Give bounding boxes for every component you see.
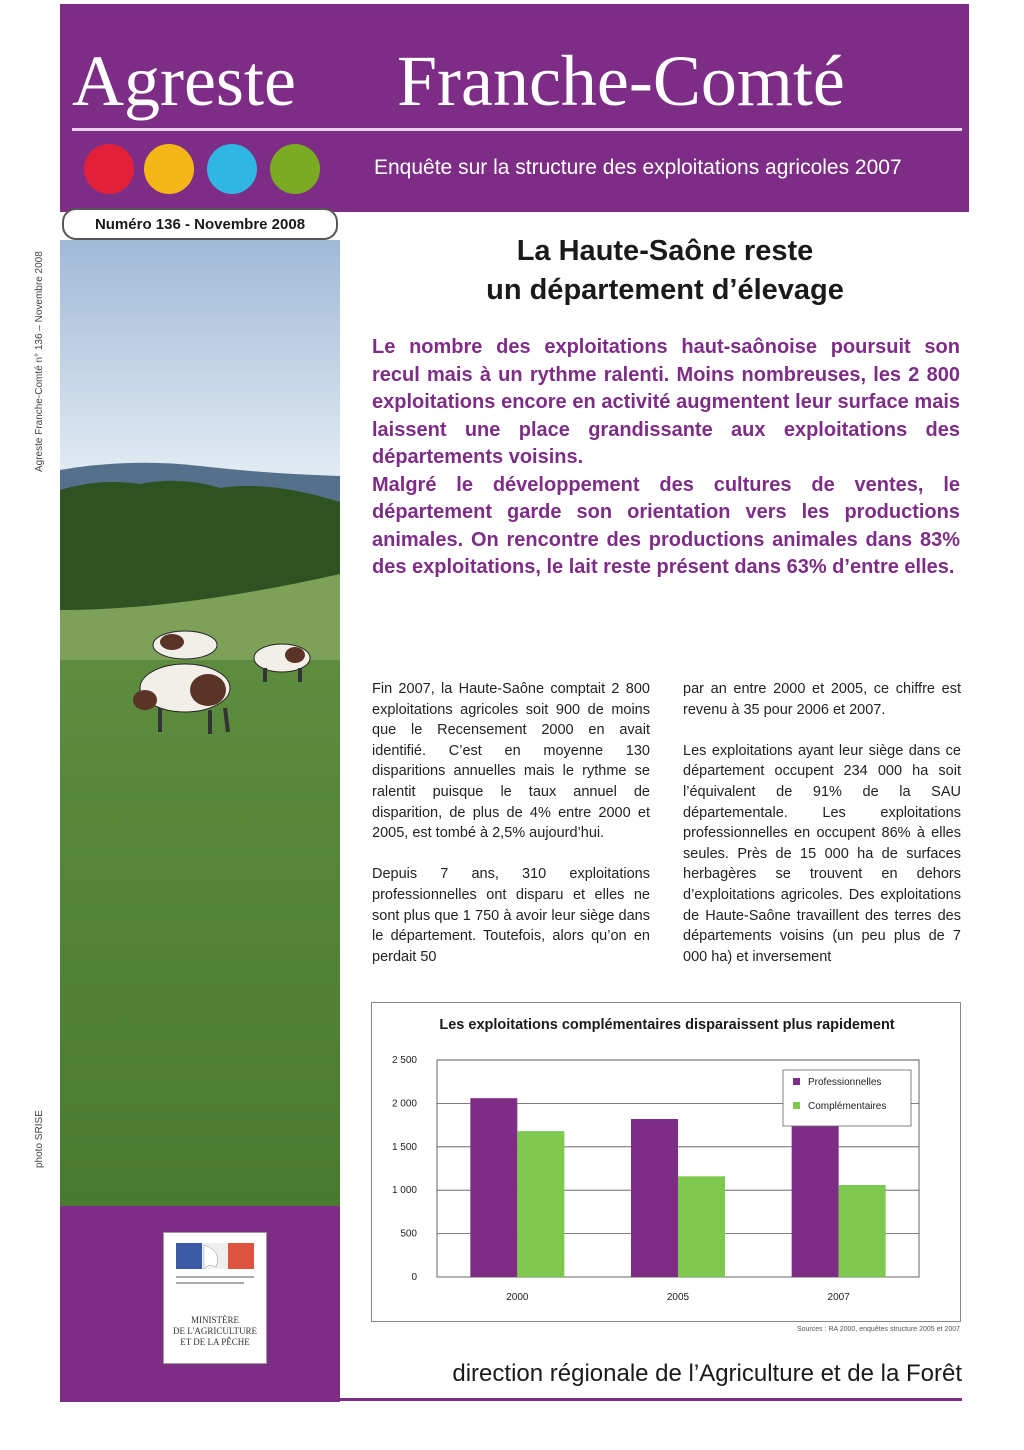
bar-professionnelles-2005 bbox=[631, 1119, 678, 1277]
bar-complementaires-2000 bbox=[517, 1131, 564, 1277]
body-paragraph: Depuis 7 ans, 310 exploitations professionnelles ont disparu et elles ne sont plus que 1 750 à avoir leur siège dans le département. Toutefois, alors qu’on en perdait 50 bbox=[372, 866, 650, 965]
ministry-line-2: DE L'AGRICULTURE bbox=[172, 1326, 258, 1336]
masthead-word-region: Franche-Comté bbox=[397, 41, 845, 121]
body-column-1 bbox=[372, 679, 650, 988]
marianne-logo-icon bbox=[164, 1233, 266, 1293]
legend-label: Complémentaires bbox=[808, 1101, 887, 1112]
cover-photo-cows bbox=[60, 240, 340, 1206]
y-tick-label: 500 bbox=[400, 1228, 417, 1240]
masthead-subtitle: Enquête sur la structure des exploitations agricoles 2007 bbox=[374, 156, 902, 179]
side-running-title-text: Agreste Franche-Comté n° 136 – Novembre 2008 bbox=[34, 251, 45, 472]
ministry-line-3: ET DE LA PÊCHE bbox=[180, 1337, 250, 1347]
headline-line-2: un département d’élevage bbox=[486, 274, 844, 306]
masthead-word-agreste: Agreste bbox=[72, 41, 296, 121]
photo-credit bbox=[32, 1100, 52, 1180]
body-paragraph: par an entre 2000 et 2005, ce chiffre est revenu à 35 pour 2006 et 2007. bbox=[683, 681, 961, 718]
bar-professionnelles-2007 bbox=[792, 1125, 839, 1277]
blue-dot-icon bbox=[207, 144, 257, 194]
bar-chart bbox=[371, 1040, 961, 1320]
red-dot-icon bbox=[84, 144, 134, 194]
y-tick-label: 0 bbox=[411, 1272, 417, 1283]
x-tick-label: 2000 bbox=[506, 1292, 529, 1303]
chart-source: Sources : RA 2000, enquêtes structure 2005 et 2007 bbox=[796, 1326, 960, 1333]
y-tick-label: 1 500 bbox=[391, 1141, 417, 1153]
footer-rule bbox=[340, 1398, 962, 1401]
masthead-title bbox=[72, 40, 845, 123]
side-running-title bbox=[32, 210, 60, 490]
y-tick-label: 2 500 bbox=[391, 1055, 417, 1066]
chart-title: Les exploitations complémentaires disparaissent plus rapidement bbox=[439, 1017, 895, 1033]
issue-number: Numéro 136 - Novembre 2008 bbox=[62, 208, 338, 240]
ministry-logo bbox=[163, 1232, 267, 1364]
photo-credit-text: photo SRISE bbox=[34, 1110, 45, 1168]
body-paragraph: Fin 2007, la Haute-Saône comptait 2 800 exploitations agricoles soit 900 de moins que le Recensement 2000 en avait identifié. C’est en moyenne 130 disparitions annuelles mais le rythme se ralentit puisque le taux annuel de disparition, de plus de 4% entre 2000 et 2005, est tombé à 2,5% aujourd’hui. bbox=[372, 681, 650, 842]
bar-professionnelles-2000 bbox=[470, 1098, 517, 1277]
lead-paragraph-1: Le nombre des exploitations haut-saônoise poursuit son recul mais à un rythme ralenti. Moins nombreuses, les 2 800 exploitations encore en activité augmentent leur surface mais laissent une place grandissante aux exploitations des départements voisins. bbox=[372, 336, 960, 468]
body-column-2 bbox=[683, 679, 961, 988]
legend-swatch bbox=[793, 1102, 800, 1109]
bar-complementaires-2005 bbox=[678, 1176, 725, 1277]
yellow-dot-icon bbox=[144, 144, 194, 194]
green-dot-icon bbox=[270, 144, 320, 194]
headline-line-1: La Haute-Saône reste bbox=[516, 235, 814, 267]
masthead-rule bbox=[72, 128, 962, 131]
x-tick-label: 2005 bbox=[666, 1292, 690, 1303]
ministry-line-1: MINISTÈRE bbox=[191, 1315, 239, 1325]
legend-label: Professionnelles bbox=[808, 1077, 882, 1088]
lead-paragraph-2: Malgré le développement des cultures de ventes, le département garde son orientation vers les productions animales. On rencontre des productions animales dans 83% des exploitations, le lait reste présent dans 63% d’entre elles. bbox=[372, 473, 960, 578]
legend-swatch bbox=[793, 1078, 800, 1085]
body-paragraph: Les exploitations ayant leur siège dans ce département occupent 234 000 ha soit l’équivalent de 91% de la SAU départementale. Les exploitations professionnelles en occupent 86% à elles seules. Près de 15 000 ha de surfaces herbagères se trouvent en dehors d’exploitations agricoles. Des exploitations de Haute-Saône travaillent des terres des départements voisins (un peu plus de 7 000 ha) et inversement bbox=[683, 742, 961, 965]
y-tick-label: 1 000 bbox=[391, 1185, 417, 1197]
y-tick-label: 2 000 bbox=[391, 1098, 417, 1110]
bar-complementaires-2007 bbox=[839, 1185, 886, 1277]
x-tick-label: 2007 bbox=[827, 1292, 850, 1303]
footer-org: direction régionale de l’Agriculture et de la Forêt bbox=[452, 1360, 962, 1387]
article-lead bbox=[372, 334, 960, 582]
article-headline bbox=[360, 232, 970, 310]
